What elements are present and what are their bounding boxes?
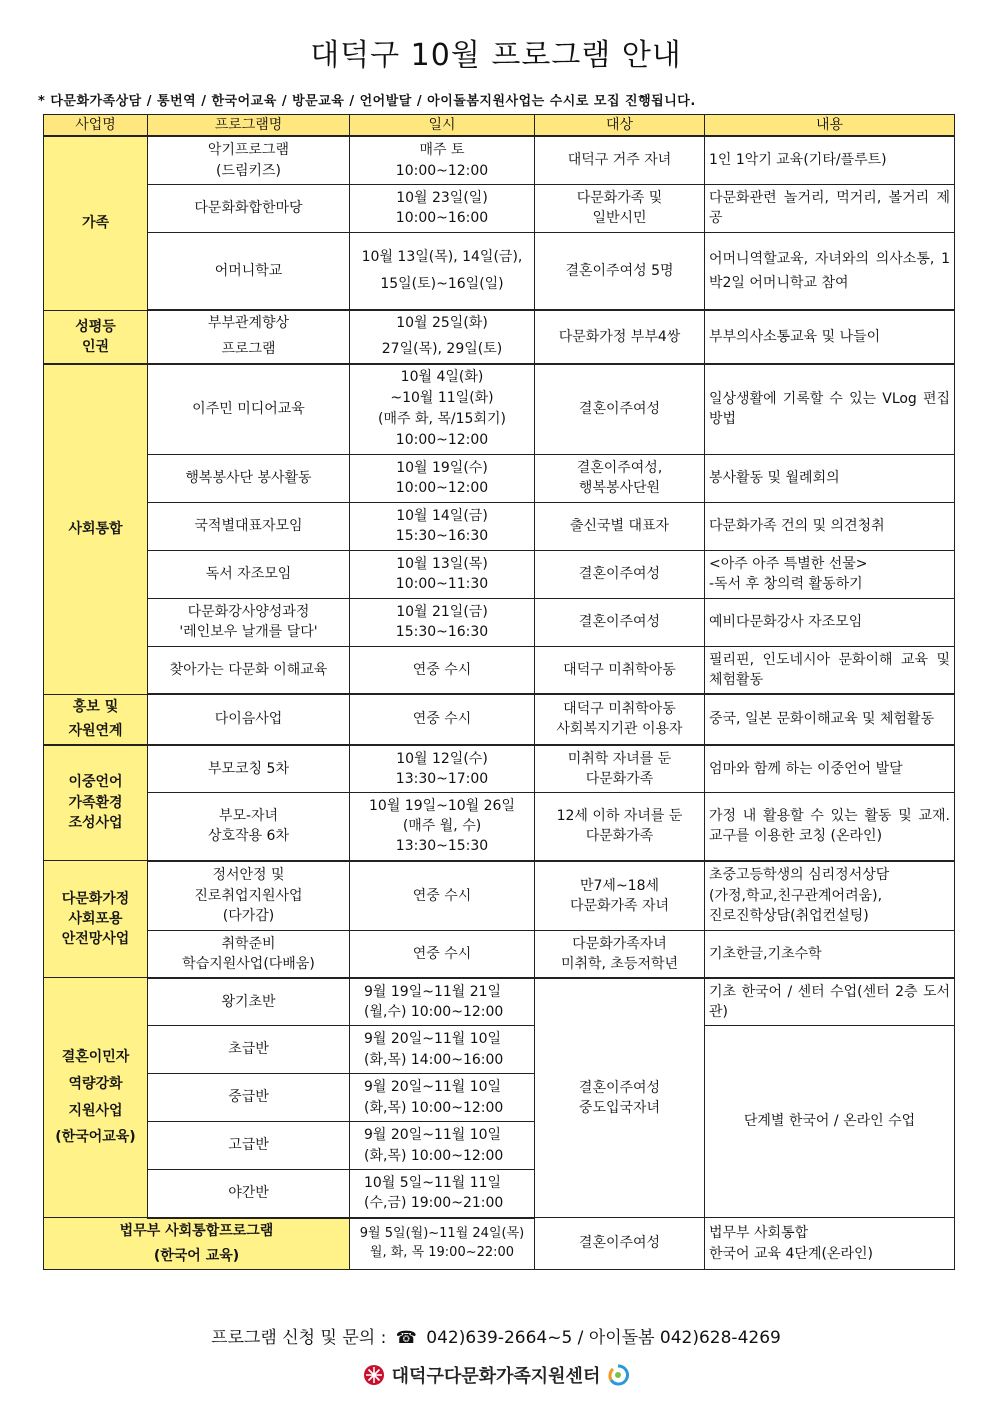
- cell-line: 15:30~16:30: [395, 528, 489, 545]
- program-content: [705, 550, 955, 598]
- program-date: [350, 978, 535, 1026]
- table-row: [44, 694, 955, 745]
- cell-line: (매주 월, 수): [402, 818, 482, 835]
- cell-line: 고급반: [228, 1137, 269, 1154]
- cell-line: 다문화가족 및: [576, 190, 663, 206]
- category-cell: [44, 978, 148, 1218]
- program-date: [350, 232, 535, 310]
- header-program: 프로그램명: [148, 115, 350, 137]
- program-date: [350, 1218, 535, 1270]
- program-date: [350, 646, 535, 694]
- cell-line: 찾아가는 다문화 이해교육: [169, 661, 328, 678]
- cell-line: (수,금) 19:00~21:00: [364, 1195, 504, 1212]
- cell-line: 13:30~15:30: [395, 838, 489, 855]
- cell-line: 안전망사업: [61, 931, 130, 948]
- cell-line: 미취학 자녀를 둔: [567, 750, 672, 767]
- program-date: [350, 136, 535, 184]
- category-cell: [44, 1218, 350, 1270]
- table-row: [44, 598, 955, 646]
- program-name: [148, 931, 350, 978]
- cell-line: 다이음사업: [214, 711, 283, 728]
- cell-line: 27일(목), 29일(토): [381, 341, 503, 358]
- program-target: [535, 978, 705, 1218]
- cell-line: 연중 수시: [412, 711, 472, 728]
- cell-line: 조성사업: [68, 814, 123, 831]
- program-name: [148, 793, 350, 861]
- program-date: [350, 598, 535, 646]
- cell-line: 국적별대표자모임: [194, 517, 303, 534]
- cell-line: 다문화화합한마당: [194, 200, 303, 217]
- cell-line: 9월 5일(월)~11월 24일(목): [359, 1225, 525, 1241]
- program-content: [705, 694, 955, 745]
- program-target: [535, 310, 705, 364]
- program-target: [535, 136, 705, 184]
- cell-line: 역량강화: [68, 1075, 123, 1092]
- cell-line: 다문화가족: [585, 828, 654, 845]
- program-target: [535, 793, 705, 861]
- cell-line: 중도입국자녀: [578, 1099, 661, 1116]
- cell-line: 악기프로그램: [207, 142, 290, 159]
- cell-line: 9월 20일~11월 10일: [364, 1127, 502, 1144]
- program-date: [350, 184, 535, 232]
- program-content: [705, 310, 955, 364]
- cell-line: (다가감): [222, 907, 275, 924]
- cell-line: 결혼이주여성: [578, 565, 661, 582]
- cell-line: 어머니학교: [214, 262, 283, 279]
- cell-line: (화,목) 10:00~12:00: [364, 1099, 504, 1116]
- table-row: [44, 364, 955, 454]
- cell-line: (화,목) 14:00~16:00: [364, 1051, 504, 1068]
- program-date: [350, 1122, 535, 1170]
- cell-line: 10월 23일(일): [396, 190, 488, 206]
- cell-line: 사회복지기관 이용자: [556, 721, 683, 738]
- cell-line: 사회통합: [68, 521, 123, 538]
- cell-line: 10월 12일(수): [396, 750, 488, 767]
- table-row: [44, 1026, 955, 1074]
- cell-line: 부부관계향상: [207, 315, 290, 332]
- cell-line: 정서안정 및: [212, 867, 285, 884]
- cell-line: 10월 21일(금): [396, 603, 488, 620]
- header-category: 사업명: [44, 115, 148, 137]
- category-cell: [44, 310, 148, 364]
- program-content: [705, 1026, 955, 1218]
- notice-text: * 다문화가족상담 / 통번역 / 한국어교육 / 방문교육 / 언어발달 / 아이돌봄지원사업는 수시로 모집 진행됩니다.: [38, 94, 696, 109]
- cell-line: 행복봉사단 봉사활동: [185, 469, 312, 486]
- cell-line: 월, 화, 목 19:00~22:00: [369, 1244, 515, 1260]
- cell-line: 기초한글,기초수학: [709, 945, 822, 962]
- cell-line: 일반시민: [592, 210, 647, 227]
- cell-line: -독서 후 창의력 활동하기: [709, 576, 863, 593]
- header-date: 일시: [350, 115, 535, 137]
- program-name: [148, 694, 350, 745]
- cell-line: 지원사업: [68, 1102, 123, 1119]
- cell-line: 어머니역할교육, 자녀와의 의사소통, 1박2일 어머니학교 참여: [709, 250, 950, 292]
- cell-line: 9월 20일~11월 10일: [364, 1079, 502, 1096]
- program-target: [535, 454, 705, 502]
- program-target: [535, 598, 705, 646]
- program-date: [350, 550, 535, 598]
- program-target: [535, 502, 705, 550]
- program-content: [705, 793, 955, 861]
- cell-line: (매주 화, 목/15회기): [378, 411, 506, 428]
- cell-line: 다문화가정 부부4쌍: [558, 329, 681, 346]
- program-date: [350, 364, 535, 454]
- cell-line: 다문화가족: [585, 770, 654, 787]
- program-name: [148, 550, 350, 598]
- cell-line: 15:30~16:30: [395, 624, 489, 641]
- cell-line: 결혼이주여성: [578, 613, 661, 630]
- schedule-table: [43, 114, 955, 1270]
- cell-line: <아주 아주 특별한 선물>: [709, 555, 868, 572]
- program-target: [535, 646, 705, 694]
- program-target: [535, 364, 705, 454]
- table-row: [44, 454, 955, 502]
- cell-line: '레인보우 날개를 달다': [179, 624, 318, 641]
- program-date: [350, 694, 535, 745]
- program-content: [705, 454, 955, 502]
- contact-phone: 042)639-2664~5 / 아이돌봄 042)628-4269: [426, 1328, 781, 1348]
- cell-line: 초급반: [228, 1041, 269, 1058]
- cell-line: 왕기초반: [221, 993, 276, 1010]
- cell-line: 연중 수시: [412, 945, 472, 962]
- cell-line: (한국어교육): [55, 1129, 136, 1146]
- cell-line: 부모-자녀: [218, 808, 279, 825]
- cell-line: 연중 수시: [412, 661, 472, 678]
- program-content: [705, 184, 955, 232]
- program-content: [705, 598, 955, 646]
- program-content: [705, 978, 955, 1026]
- cell-line: 미취학, 초등저학년: [560, 955, 679, 972]
- cell-line: 10월 13일(목): [396, 555, 488, 572]
- program-name: [148, 310, 350, 364]
- program-name: [148, 1122, 350, 1170]
- cell-line: 다문화가족 자녀: [569, 897, 670, 914]
- cell-line: 10:00~12:00: [395, 162, 489, 179]
- program-content: [705, 861, 955, 931]
- program-date: [350, 502, 535, 550]
- cell-line: 10월 19일(수): [396, 459, 488, 476]
- cell-line: 이주민 미디어교육: [192, 401, 305, 418]
- org-footer: [0, 1362, 992, 1388]
- cell-line: 가정 내 활용할 수 있는 활동 및 교재. 교구를 이용한 코칭 (온라인): [709, 808, 950, 845]
- cell-line: 부모코칭 5차: [208, 760, 289, 777]
- cell-line: 사회포용: [68, 910, 123, 927]
- cell-line: 10:00~12:00: [395, 432, 489, 449]
- cell-line: (가정,학교,친구관계어려움),: [709, 887, 883, 904]
- cell-line: 엄마와 함께 하는 이중언어 발달: [709, 760, 903, 777]
- cell-line: 중국, 일본 문화이해교육 및 체험활동: [709, 711, 935, 728]
- telephone-icon: ☎: [395, 1328, 417, 1348]
- cell-line: 9월 19일~11월 21일: [364, 983, 502, 1000]
- contact-label: 프로그램 신청 및 문의 :: [211, 1328, 387, 1348]
- cell-line: 다문화가족자녀: [572, 935, 667, 952]
- cell-line: 10:00~12:00: [395, 480, 489, 497]
- cell-line: 10월 19일~10월 26일: [369, 797, 515, 814]
- header-content: 내용: [705, 115, 955, 137]
- cell-line: 다문화가족 건의 및 의견청취: [709, 517, 885, 534]
- cell-line: 상호작용 6차: [208, 828, 289, 845]
- cell-line: (드림키즈): [215, 162, 282, 179]
- program-target: [535, 745, 705, 793]
- table-row: [44, 550, 955, 598]
- program-target: [535, 232, 705, 310]
- cell-line: ~10월 11일(화): [390, 390, 494, 407]
- table-header-row: [44, 115, 955, 137]
- cell-line: 10월 5일~11월 11일: [364, 1175, 502, 1192]
- cell-line: 홍보 및: [72, 698, 119, 715]
- cell-line: 학습지원사업(다배움): [182, 955, 315, 972]
- program-name: [148, 646, 350, 694]
- cell-line: 13:30~17:00: [395, 770, 489, 787]
- table-row: [44, 184, 955, 232]
- cell-line: 결혼이주여성 5명: [565, 262, 674, 279]
- header-target: 대상: [535, 115, 705, 137]
- table-row: [44, 646, 955, 694]
- cell-line: 9월 20일~11월 10일: [364, 1031, 502, 1048]
- program-name: [148, 184, 350, 232]
- program-date: [350, 1026, 535, 1074]
- program-content: [705, 1218, 955, 1270]
- cell-line: 만7세~18세: [579, 877, 660, 894]
- cell-line: 진로취업지원사업: [194, 887, 303, 904]
- program-date: [350, 931, 535, 978]
- cell-line: 10월 25일(화): [396, 315, 488, 332]
- cell-line: 진로진학상담(취업컨설팅): [709, 907, 869, 924]
- table-row: [44, 310, 955, 364]
- cell-line: 봉사활동 및 월례회의: [709, 469, 840, 486]
- cell-line: 중급반: [228, 1089, 269, 1106]
- program-content: [705, 931, 955, 978]
- contact-footer: [0, 1323, 992, 1348]
- cell-line: 가족환경: [68, 794, 123, 811]
- program-content: [705, 232, 955, 310]
- program-target: [535, 1218, 705, 1270]
- cell-line: 결혼이주여성: [578, 1235, 661, 1252]
- cell-line: 자원연계: [68, 723, 123, 740]
- program-content: [705, 646, 955, 694]
- program-name: [148, 978, 350, 1026]
- cell-line: 초중고등학생의 심리정서상담: [709, 867, 890, 884]
- cell-line: 15일(토)~16일(일): [380, 276, 504, 293]
- program-target: [535, 550, 705, 598]
- table-row: [44, 502, 955, 550]
- program-name: [148, 1026, 350, 1074]
- cell-line: 예비다문화강사 자조모임: [709, 613, 863, 630]
- program-name: [148, 454, 350, 502]
- table-row: [44, 931, 955, 978]
- cell-line: 행복봉사단원: [578, 480, 661, 497]
- table-row: [44, 978, 955, 1026]
- table-row: [44, 745, 955, 793]
- cell-line: 법무부 사회통합프로그램: [119, 1223, 274, 1240]
- program-target: [535, 184, 705, 232]
- category-cell: [44, 364, 148, 694]
- program-date: [350, 454, 535, 502]
- cell-line: 인권: [81, 338, 110, 355]
- cell-line: 부부의사소통교육 및 나들이: [709, 329, 881, 346]
- cell-line: 독서 자조모임: [205, 565, 292, 582]
- cell-line: 연중 수시: [412, 887, 472, 904]
- cell-line: 결혼이주여성,: [576, 459, 663, 476]
- program-date: [350, 861, 535, 931]
- program-content: [705, 364, 955, 454]
- cell-line: 다문화가정: [61, 890, 130, 907]
- cell-line: 10:00~16:00: [395, 210, 489, 227]
- cell-line: 기초 한국어 / 센터 수업(센터 2층 도서관): [709, 983, 950, 1020]
- cell-line: 야간반: [228, 1185, 269, 1202]
- program-date: [350, 745, 535, 793]
- program-date: [350, 1074, 535, 1122]
- cell-line: 다문화관련 놀거리, 먹거리, 볼거리 제공: [709, 190, 950, 227]
- cell-line: (한국어 교육): [153, 1247, 240, 1264]
- cell-line: 대덕구 거주 자녀: [567, 152, 672, 169]
- program-name: [148, 861, 350, 931]
- cell-line: 이중언어: [68, 774, 123, 791]
- cell-line: 결혼이민자: [61, 1049, 130, 1066]
- cell-line: 10월 14일(금): [396, 507, 488, 524]
- category-cell: [44, 136, 148, 310]
- program-target: [535, 931, 705, 978]
- cell-line: 취학준비: [221, 935, 276, 952]
- cell-line: 10월 4일(화): [400, 369, 484, 386]
- program-content: [705, 745, 955, 793]
- program-name: [148, 136, 350, 184]
- cell-line: 필리핀, 인도네시아 문화이해 교육 및 체험활동: [709, 651, 950, 688]
- program-name: [148, 1170, 350, 1218]
- cell-line: 12세 이하 자녀를 둔: [556, 808, 683, 825]
- cell-line: 결혼이주여성: [578, 401, 661, 418]
- cell-line: 대덕구 미취학아동: [563, 661, 676, 678]
- center-logo-icon: [363, 1364, 385, 1386]
- program-name: [148, 502, 350, 550]
- cell-line: 일상생활에 기록할 수 있는 VLog 편집 방법: [709, 391, 950, 428]
- cell-line: 10월 13일(목), 14일(금),: [361, 249, 523, 266]
- cell-line: 가족: [81, 215, 110, 232]
- cell-line: 매주 토: [419, 142, 465, 159]
- table-row: [44, 136, 955, 184]
- program-name: [148, 745, 350, 793]
- program-date: [350, 310, 535, 364]
- cell-line: 단계별 한국어 / 온라인 수업: [743, 1113, 916, 1130]
- page-title: 대덕구 10월 프로그램 안내: [310, 38, 682, 73]
- table-row: [44, 861, 955, 931]
- cell-line: 프로그램: [221, 341, 276, 358]
- org-name: 대덕구다문화가족지원센터: [391, 1366, 601, 1387]
- cell-line: 대덕구 미취학아동: [563, 701, 676, 718]
- cell-line: (월,수) 10:00~12:00: [364, 1003, 504, 1020]
- program-content: [705, 136, 955, 184]
- table-row: [44, 232, 955, 310]
- cell-line: 성평등: [75, 318, 116, 335]
- cell-line: 출신국별 대표자: [569, 517, 670, 534]
- program-target: [535, 694, 705, 745]
- program-name: [148, 598, 350, 646]
- cell-line: 10:00~11:30: [395, 576, 489, 593]
- cell-line: 결혼이주여성: [578, 1079, 661, 1096]
- program-date: [350, 793, 535, 861]
- category-cell: [44, 861, 148, 978]
- cell-line: 한국어 교육 4단계(온라인): [709, 1245, 873, 1262]
- cell-line: 다문화강사양성과정: [187, 603, 310, 620]
- cell-line: 법무부 사회통합: [709, 1225, 809, 1242]
- family-logo-icon: [607, 1364, 629, 1386]
- cell-line: (화,목) 10:00~12:00: [364, 1147, 504, 1164]
- program-date: [350, 1170, 535, 1218]
- table-row: [44, 1218, 955, 1270]
- category-cell: [44, 745, 148, 861]
- table-row: [44, 793, 955, 861]
- program-content: [705, 502, 955, 550]
- program-name: [148, 364, 350, 454]
- cell-line: 1인 1악기 교육(기타/플루트): [709, 152, 887, 169]
- program-name: [148, 1074, 350, 1122]
- program-target: [535, 861, 705, 931]
- category-cell: [44, 694, 148, 745]
- program-name: [148, 232, 350, 310]
